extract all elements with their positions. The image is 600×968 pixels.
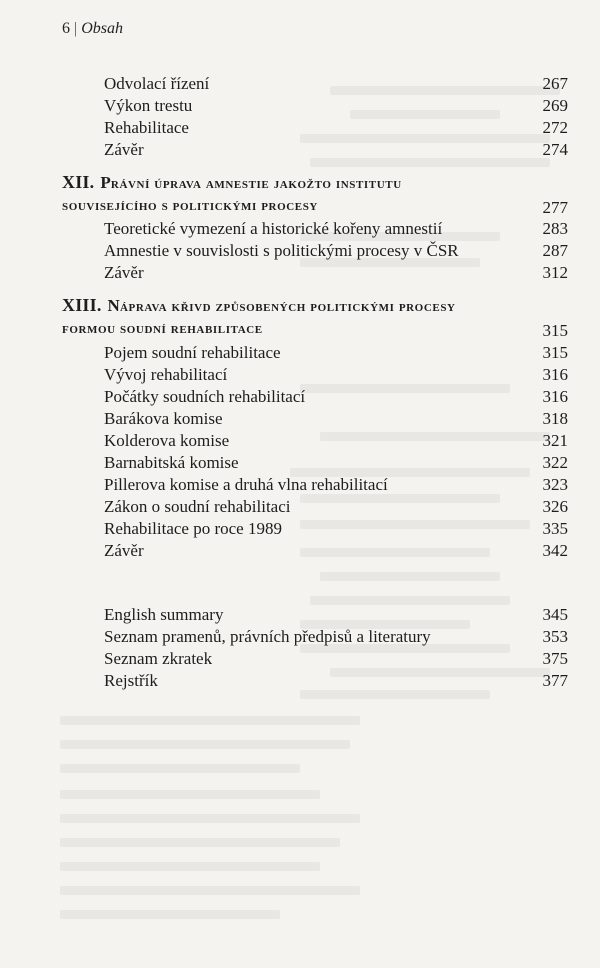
toc-entry-title: Seznam pramenů, právních předpisů a literatury bbox=[104, 627, 431, 646]
toc-entry-title: Rehabilitace po roce 1989 bbox=[104, 519, 282, 538]
toc-entry-title: Kolderova komise bbox=[104, 431, 230, 450]
toc-entry-page: 315 bbox=[542, 343, 568, 362]
toc-entry-title: Barnabitská komise bbox=[104, 453, 239, 472]
toc-entry-page: 377 bbox=[542, 671, 568, 690]
toc-entry-title: Odvolací řízení bbox=[104, 74, 210, 93]
chapter-13-title-rest: áprava křivd způsobených politickými procesy bbox=[120, 299, 456, 315]
toc-entry-page: 316 bbox=[542, 387, 568, 406]
toc-entry-title: Teoretické vymezení a historické kořeny amnestií bbox=[104, 219, 443, 238]
toc-entry-title: Výkon trestu bbox=[104, 96, 193, 115]
toc-entry-page: 353 bbox=[542, 627, 568, 646]
toc-entry-page: 335 bbox=[542, 519, 568, 538]
toc-entry-page: 326 bbox=[542, 497, 568, 516]
toc-entry-title: Rehabilitace bbox=[104, 118, 189, 137]
chapter-13-title-initial: N bbox=[107, 296, 120, 315]
header-title: Obsah bbox=[81, 20, 123, 37]
toc-entry-title: Pillerova komise a druhá vlna rehabilitací bbox=[104, 475, 388, 494]
toc-entry-title: Rejstřík bbox=[104, 671, 158, 690]
toc-entry-page: 345 bbox=[542, 605, 568, 624]
toc-entry-title: Závěr bbox=[104, 140, 144, 159]
toc-entry-page: 283 bbox=[542, 219, 568, 238]
chapter-12-title-rest: rávní úprava amnestie jakožto institutu bbox=[110, 176, 402, 192]
toc-entry-page: 375 bbox=[542, 649, 568, 668]
running-header bbox=[62, 20, 123, 38]
toc-entry-page: 312 bbox=[542, 263, 568, 282]
chapter-13-title-line1 bbox=[62, 295, 456, 316]
toc-entry-title: Závěr bbox=[104, 541, 144, 560]
chapter-12-title-initial: P bbox=[100, 173, 111, 192]
toc-entry-page: 274 bbox=[542, 140, 568, 159]
chapter-12-number: XII. bbox=[62, 172, 95, 192]
toc-entry-page: 287 bbox=[542, 241, 568, 260]
toc-entry-page: 316 bbox=[542, 365, 568, 384]
toc-entry-page: 342 bbox=[542, 541, 568, 560]
toc-entry-title: Zákon o soudní rehabilitaci bbox=[104, 497, 291, 516]
chapter-12-title-line2: souvisejícího s politickými procesy bbox=[62, 198, 318, 214]
chapter-12-title-line1 bbox=[62, 172, 402, 193]
header-separator: | bbox=[74, 20, 78, 37]
toc-entry-title: English summary bbox=[104, 605, 224, 624]
toc-entry-title: Seznam zkratek bbox=[104, 649, 213, 668]
toc-entry-title: Závěr bbox=[104, 263, 144, 282]
toc-entry-title: Amnestie v souvislosti s politickými procesy v ČSR bbox=[104, 241, 459, 260]
toc-entry-page: 269 bbox=[542, 96, 568, 115]
toc-entry-page: 318 bbox=[542, 409, 568, 428]
chapter-12-page: 277 bbox=[542, 198, 568, 217]
chapter-13-number: XIII. bbox=[62, 295, 102, 315]
toc-entry-title: Vývoj rehabilitací bbox=[104, 365, 228, 384]
toc-entry-page: 272 bbox=[542, 118, 568, 137]
toc-entry-page: 267 bbox=[542, 74, 568, 93]
toc-entry-title: Počátky soudních rehabilitací bbox=[104, 387, 306, 406]
toc-entry-title: Barákova komise bbox=[104, 409, 223, 428]
toc-entry-page: 321 bbox=[542, 431, 568, 450]
chapter-13-title-line2: formou soudní rehabilitace bbox=[62, 321, 263, 337]
toc-entry-page: 323 bbox=[542, 475, 568, 494]
toc-entry-page: 322 bbox=[542, 453, 568, 472]
toc-entry-title: Pojem soudní rehabilitace bbox=[104, 343, 281, 362]
chapter-13-page: 315 bbox=[542, 321, 568, 340]
header-page-number: 6 bbox=[62, 20, 70, 37]
